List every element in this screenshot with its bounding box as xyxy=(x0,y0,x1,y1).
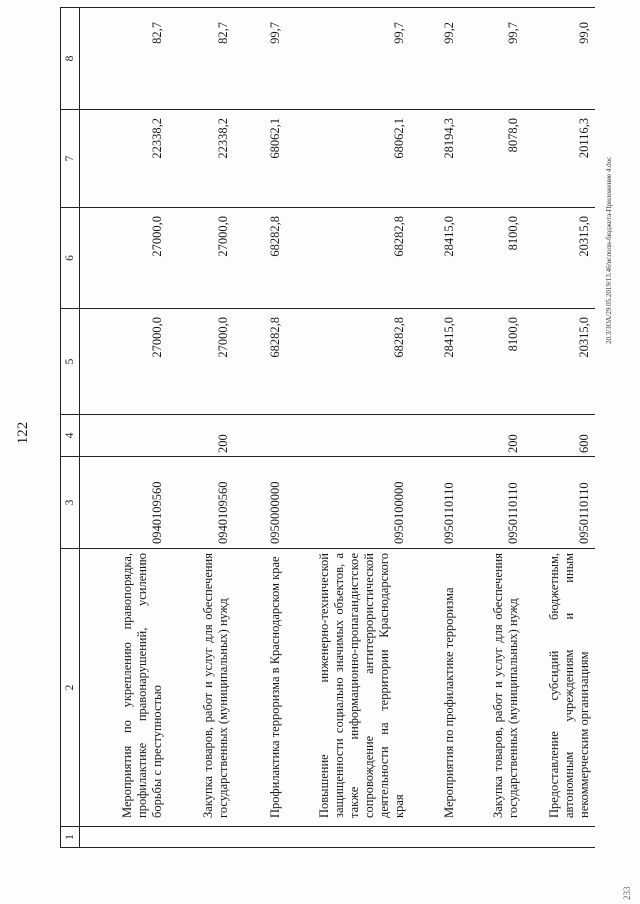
row-value-6: 68282,8 xyxy=(234,208,286,309)
row-name-cell: Закупка товаров, работ и услуг для обеспечения государственных (муниципальных) нужд xyxy=(460,549,524,827)
row-value-6: 27000,0 xyxy=(168,208,234,309)
row-value-7: 28194,3 xyxy=(410,110,460,208)
row-code-cell: 0950110110 xyxy=(460,457,524,549)
row-index-cell xyxy=(286,827,410,848)
header-col-3: 3 xyxy=(61,457,80,549)
header-row xyxy=(61,8,80,848)
header-col-6: 6 xyxy=(61,208,80,309)
row-value-5: 28415,0 xyxy=(410,309,460,415)
row-index-cell xyxy=(234,827,286,848)
row-code-cell: 0940109560 xyxy=(168,457,234,549)
row-value-6: 20315,0 xyxy=(524,208,595,309)
row-name-cell: Предоставление субсидий бюджетным, автономным учреждениям и иным некоммерческим организациям xyxy=(524,549,595,827)
row-value-7: 20116,3 xyxy=(524,110,595,208)
row-value-8: 99,2 xyxy=(410,8,460,110)
row-index-cell xyxy=(168,827,234,848)
row-type-cell xyxy=(410,415,460,457)
row-value-8: 99,0 xyxy=(524,8,595,110)
row-value-7: 22338,2 xyxy=(168,110,234,208)
file-path-footer: 20.3/ЗОА/29.05.2019/13.46/исполн-бюджета-Приложение 4.doc xyxy=(605,156,613,344)
row-value-5: 68282,8 xyxy=(286,309,410,415)
row-name-cell: Мероприятия по укреплению правопорядка, профилактике правонарушений, усилению борьбы с преступностью xyxy=(80,549,168,827)
row-value-8: 99,7 xyxy=(286,8,410,110)
budget-table xyxy=(60,7,595,848)
row-value-5: 27000,0 xyxy=(80,309,168,415)
row-code-cell: 0950000000 xyxy=(234,457,286,549)
row-name-cell: Повышение инженерно-технической защищенности социально значимых объектов, а также информационно-пропагандистское сопровождение антитеррористической деятельности на территории Краснодарского края xyxy=(286,549,410,827)
row-value-8: 82,7 xyxy=(168,8,234,110)
row-type-cell xyxy=(234,415,286,457)
page-number: 122 xyxy=(15,421,31,445)
row-value-5: 68282,8 xyxy=(234,309,286,415)
table-row xyxy=(460,8,524,848)
row-value-7: 22338,2 xyxy=(80,110,168,208)
row-name-cell: Закупка товаров, работ и услуг для обеспечения государственных (муниципальных) нужд xyxy=(168,549,234,827)
table-row xyxy=(410,8,460,848)
row-name-cell: Мероприятия по профилактике терроризма xyxy=(410,549,460,827)
row-type-cell xyxy=(80,415,168,457)
row-value-7: 8078,0 xyxy=(460,110,524,208)
row-value-8: 99,7 xyxy=(234,8,286,110)
row-value-7: 68062,1 xyxy=(286,110,410,208)
row-index-cell xyxy=(524,827,595,848)
header-col-2: 2 xyxy=(61,549,80,827)
row-type-cell: 200 xyxy=(168,415,234,457)
row-value-6: 8100,0 xyxy=(460,208,524,309)
row-type-cell xyxy=(286,415,410,457)
table-row xyxy=(524,8,595,848)
corner-page-mark: 233 xyxy=(622,886,632,900)
table-row xyxy=(286,8,410,848)
row-name-cell: Профилактика терроризма в Краснодарском крае xyxy=(234,549,286,827)
row-code-cell: 0950100000 xyxy=(286,457,410,549)
row-index-cell xyxy=(80,827,168,848)
header-col-8: 8 xyxy=(61,8,80,110)
row-code-cell: 0940109560 xyxy=(80,457,168,549)
row-code-cell: 0950110110 xyxy=(410,457,460,549)
row-value-5: 20315,0 xyxy=(524,309,595,415)
header-col-5: 5 xyxy=(61,309,80,415)
row-index-cell xyxy=(410,827,460,848)
row-code-cell: 0950110110 xyxy=(524,457,595,549)
row-index-cell xyxy=(460,827,524,848)
header-col-1: 1 xyxy=(61,827,80,848)
row-value-8: 82,7 xyxy=(80,8,168,110)
row-type-cell: 600 xyxy=(524,415,595,457)
header-col-4: 4 xyxy=(61,415,80,457)
row-type-cell: 200 xyxy=(460,415,524,457)
row-value-6: 27000,0 xyxy=(80,208,168,309)
row-value-5: 8100,0 xyxy=(460,309,524,415)
row-value-6: 28415,0 xyxy=(410,208,460,309)
row-value-5: 27000,0 xyxy=(168,309,234,415)
table-row xyxy=(168,8,234,848)
table-row xyxy=(234,8,286,848)
row-value-7: 68062,1 xyxy=(234,110,286,208)
table-row xyxy=(80,8,168,848)
row-value-8: 99,7 xyxy=(460,8,524,110)
row-value-6: 68282,8 xyxy=(286,208,410,309)
header-col-7: 7 xyxy=(61,110,80,208)
